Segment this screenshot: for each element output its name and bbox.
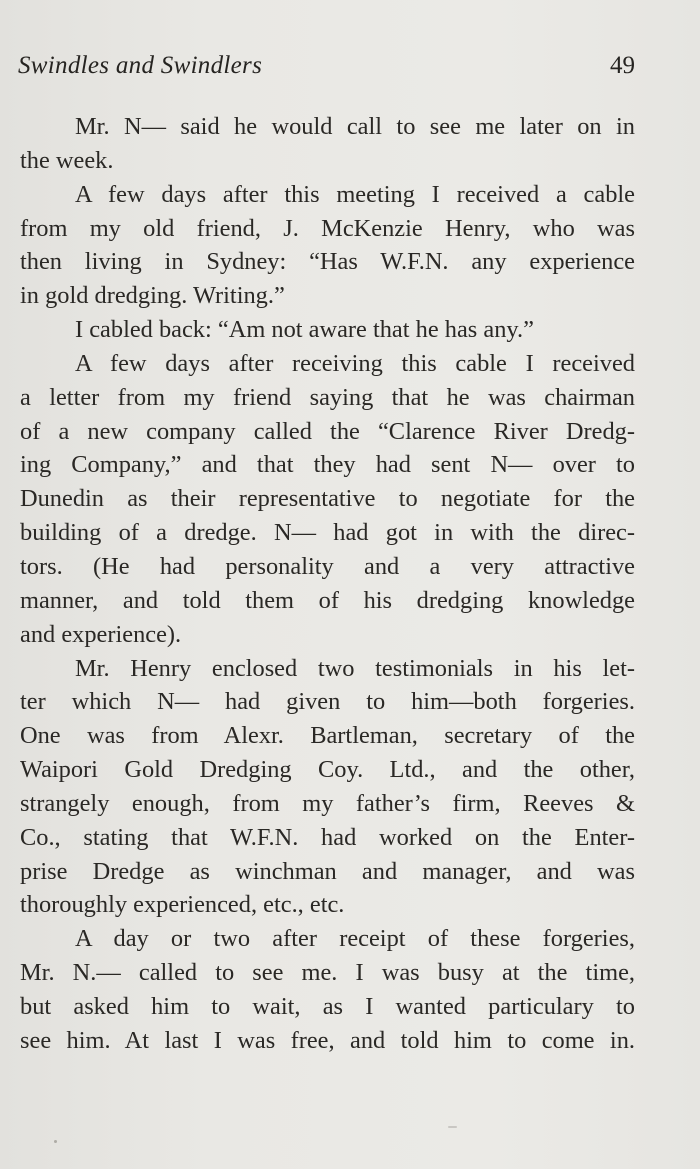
text-line: One was from Alexr. Bartleman, secretary of the [20,722,635,750]
text-line: Mr. Henry enclosed two testimonials in his let- [75,654,635,682]
text-line: A few days after receiving this cable I received [75,349,635,377]
text-line: then living in Sydney: “Has W.F.N. any experience [20,248,635,276]
text-line: manner, and told them of his dredging knowledge [20,586,635,614]
paper-speck [448,1126,457,1128]
text-line: Co., stating that W.F.N. had worked on the Enter- [20,823,635,851]
page-number: 49 [610,52,635,79]
text-line: Dunedin as their representative to negotiate for the [20,485,635,513]
text-line: A day or two after receipt of these forgeries, [75,925,635,953]
text-line: the week. [20,146,114,174]
text-line: Mr. N.— called to see me. I was busy at the time, [20,959,635,987]
text-line: in gold dredging. Writing.” [20,282,285,310]
text-line: strangely enough, from my father’s firm, Reeves & [20,789,635,817]
text-line: prise Dredge as winchman and manager, and was [20,857,635,885]
text-line: ing Company,” and that they had sent N— over to [20,451,635,479]
text-line: Mr. N— said he would call to see me later on in [75,113,635,140]
running-head [18,52,635,86]
text-line: ter which N— had given to him—both forgeries. [20,688,635,716]
text-line: Waipori Gold Dredging Coy. Ltd., and the other, [20,756,635,784]
text-line: building of a dredge. N— had got in with the direc- [20,519,635,547]
running-title: Swindles and Swindlers [18,52,263,79]
text-line: tors. (He had personality and a very attractive [20,552,635,580]
body-text [20,110,635,1058]
text-line: a letter from my friend saying that he was chairman [20,383,635,411]
text-line: of a new company called the “Clarence River Dredg- [20,417,635,445]
text-line: A few days after this meeting I received a cable [75,180,635,208]
text-line: but asked him to wait, as I wanted particulary to [20,992,635,1020]
text-line: I cabled back: “Am not aware that he has any.” [75,316,534,344]
text-line: see him. At last I was free, and told him to come in. [20,1026,635,1054]
text-line: thoroughly experienced, etc., etc. [20,891,345,919]
text-line: and experience). [20,620,182,648]
paper-speck [54,1140,57,1143]
text-line: from my old friend, J. McKenzie Henry, who was [20,214,635,242]
